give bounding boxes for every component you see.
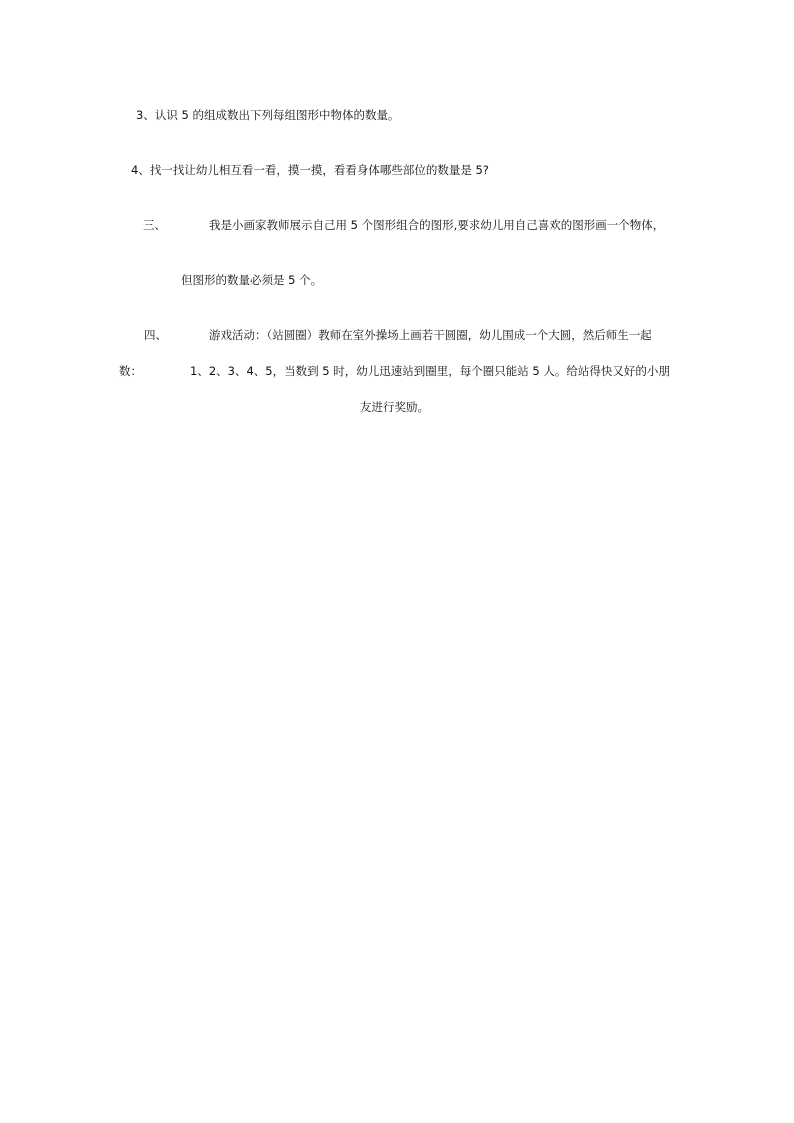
section-4-line-1: 游戏活动：（站圆圈）教师在室外操场上画若干圆圈，幼儿围成一个大圆，然后师生一起: [209, 328, 652, 342]
section-4-line-3: 友进行奖励。: [360, 400, 429, 414]
item-3-text: 3、认识 5 的组成数出下列每组图形中物体的数量。: [136, 108, 400, 122]
section-3-line-1: 我是小画家教师展示自己用 5 个图形组合的图形,要求幼儿用自己喜欢的图形画一个物体，: [209, 218, 665, 232]
section-3-line-2: 但图形的数量必须是 5 个。: [181, 273, 323, 287]
section-3-number: 三、: [143, 218, 166, 232]
section-4-line-2-start: 数：: [119, 364, 142, 378]
item-4-text: 4、找一找让幼儿相互看一看，摸一摸，看看身体哪些部位的数量是 5?: [131, 163, 489, 177]
section-4-number: 四、: [144, 328, 167, 342]
section-4-line-2: 1、2、3、4、5，当数到 5 时，幼儿迅速站到圈里，每个圈只能站 5 人。给站得快又好的小朋: [190, 364, 670, 378]
